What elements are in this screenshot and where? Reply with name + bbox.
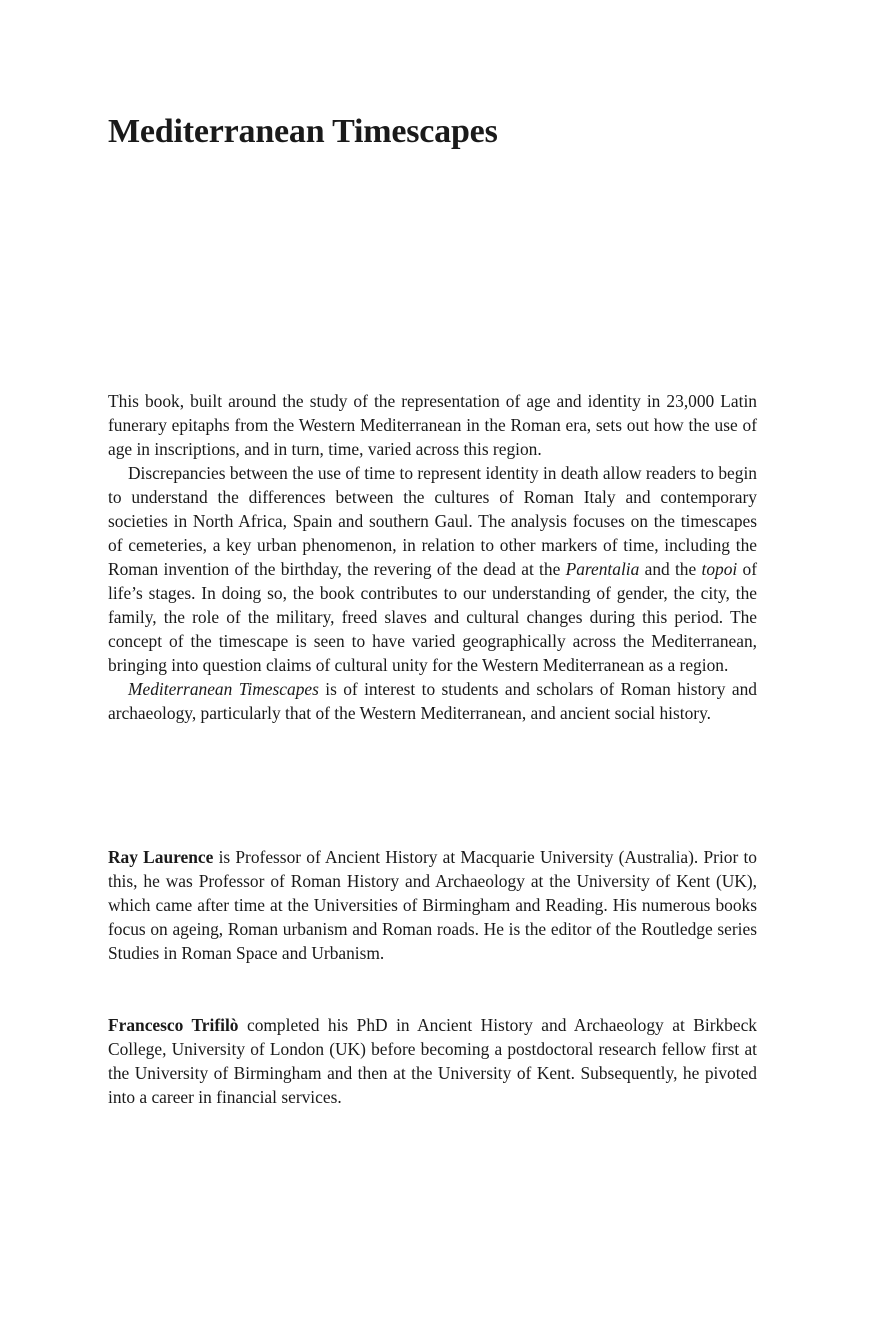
book-title-reference: Mediterranean Timescapes bbox=[128, 679, 319, 699]
author-bio-paragraph bbox=[108, 845, 757, 965]
description-paragraph-2 bbox=[108, 461, 757, 677]
description-paragraph-1: This book, built around the study of the representation of age and identity in 23,000 Latin funerary epitaphs from the Western Mediterranean in the Roman era, sets out how the use of age in inscriptions, and in turn, time, varied across this region. bbox=[108, 391, 757, 459]
book-page bbox=[108, 0, 757, 1327]
author-bio-text: is Professor of Ancient History at Macquarie University (Australia). Prior to this, he was Professor of Roman History and Archaeology at the University of Kent (UK), which came after time at the Universities of Birmingham and Reading. His numerous books focus on ageing, Roman urbanism and Roman roads. He is the editor of the Routledge series Studies in Roman Space and Urbanism. bbox=[108, 847, 757, 963]
parentalia-term: Parentalia bbox=[565, 559, 640, 579]
author-name: Ray Laurence bbox=[108, 847, 214, 867]
description-paragraph-2-text-a: Discrepancies between the use of time to represent identity in death allow readers to begin to understand the differences between the cultures of Roman Italy and contemporary societies in North Africa, Spain and southern Gaul. The analysis focuses on the timescapes of cemeteries, a key urban phenomenon, in relation to other markers of time, including the Roman invention of the birthday, the revering of the dead at the bbox=[108, 463, 757, 579]
author-bio-francesco-trifilo bbox=[108, 1013, 757, 1109]
description-paragraph-2-text-b: and the bbox=[639, 559, 702, 579]
author-bio-text: completed his PhD in Ancient History and Archaeology at Birkbeck College, University of London (UK) before becoming a postdoctoral research fellow first at the University of Birmingham and then at the University of Kent. Subsequently, he pivoted into a career in financial services. bbox=[108, 1015, 758, 1107]
description-paragraph-3 bbox=[108, 677, 757, 725]
author-bio-paragraph bbox=[108, 1013, 757, 1109]
book-description bbox=[108, 389, 757, 725]
author-name: Francesco Trifilò bbox=[108, 1015, 239, 1035]
description-paragraph-3-text: is of interest to students and scholars of Roman history and archaeology, particularly that of the Western Mediterranean, and ancient social history. bbox=[108, 679, 757, 723]
topoi-term: topoi bbox=[701, 559, 738, 579]
description-paragraph-2-text-c: of life’s stages. In doing so, the book contributes to our understanding of gender, the city, the family, the role of the military, freed slaves and cultural changes during this period. The concept of the timescape is seen to have varied geographically across the Mediterranean, bringing into question claims of cultural unity for the Western Mediterranean as a region. bbox=[108, 559, 757, 675]
author-bio-ray-laurence bbox=[108, 845, 757, 965]
page-title: Mediterranean Timescapes bbox=[108, 113, 498, 150]
